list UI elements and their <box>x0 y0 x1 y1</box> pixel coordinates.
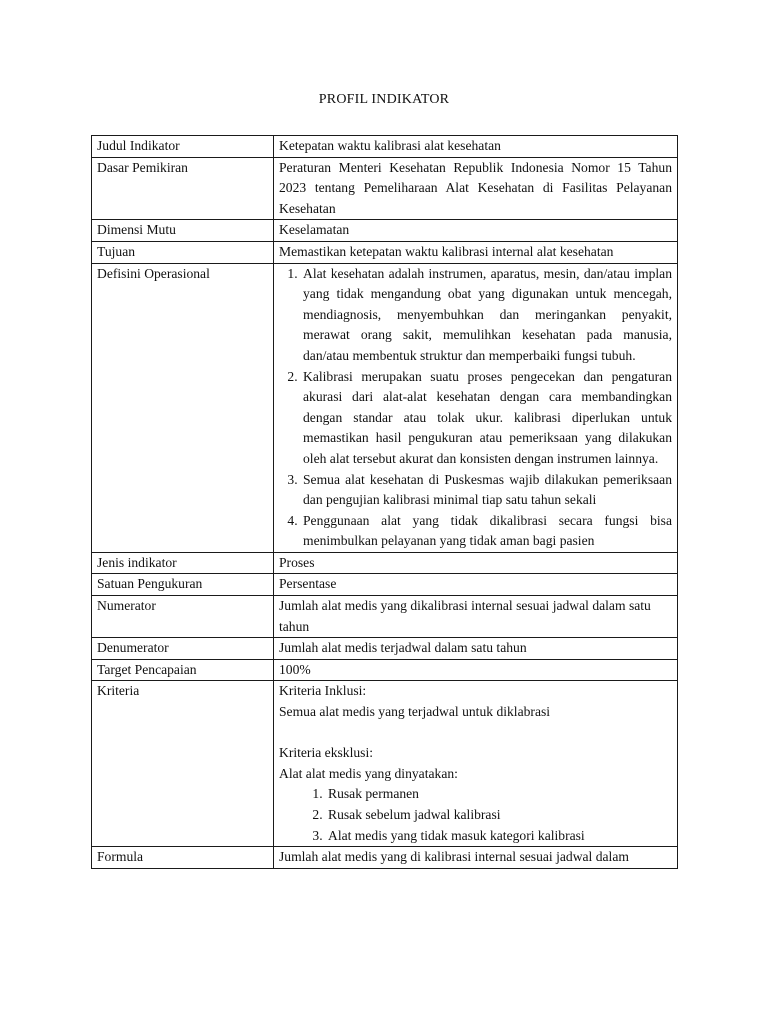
table-row <box>92 263 678 552</box>
row-label-tujuan: Tujuan <box>92 241 274 263</box>
table-row <box>92 659 678 681</box>
table-row <box>92 847 678 869</box>
row-label-formula: Formula <box>92 847 274 869</box>
exclusion-item: 1. Rusak permanen <box>326 784 672 805</box>
row-value-target: 100% <box>274 659 678 681</box>
row-value-satuan: Persentase <box>274 574 678 596</box>
row-value-judul: Ketepatan waktu kalibrasi alat kesehatan <box>274 136 678 158</box>
exclusion-intro: Alat alat medis yang dinyatakan: <box>279 765 458 781</box>
table-row <box>92 157 678 220</box>
row-label-denumerator: Denumerator <box>92 638 274 660</box>
row-label-jenis: Jenis indikator <box>92 552 274 574</box>
row-value-dimensi: Keselamatan <box>274 220 678 242</box>
row-value-formula: Jumlah alat medis yang di kalibrasi internal sesuai jadwal dalam <box>274 847 678 869</box>
row-label-target: Target Pencapaian <box>92 659 274 681</box>
row-value-tujuan: Memastikan ketepatan waktu kalibrasi internal alat kesehatan <box>274 241 678 263</box>
row-value-dasar: Peraturan Menteri Kesehatan Republik Indonesia Nomor 15 Tahun 2023 tentang Pemeliharaan Alat Kesehatan di Fasilitas Pelayanan Kesehatan <box>274 157 678 220</box>
row-value-definisi <box>274 263 678 552</box>
table-row <box>92 681 678 847</box>
definition-item: 2. Kalibrasi merupakan suatu proses pengecekan dan pengaturan akurasi dari alat-alat kesehatan dengan cara membandingkan dengan standar atau tolak ukur. kalibrasi diperlukan untuk memastikan hasil pengukuran atau pemeriksaan yang dilakukan oleh alat tersebut akurat dan konsisten dengan instrumen lainnya. <box>301 367 672 470</box>
table-row <box>92 638 678 660</box>
table-row <box>92 241 678 263</box>
row-value-jenis: Proses <box>274 552 678 574</box>
exclusion-item: 2. Rusak sebelum jadwal kalibrasi <box>326 805 672 826</box>
row-label-satuan: Satuan Pengukuran <box>92 574 274 596</box>
spacer <box>279 723 672 744</box>
exclusion-list <box>279 784 672 846</box>
table-row <box>92 596 678 638</box>
row-label-judul: Judul Indikator <box>92 136 274 158</box>
inclusion-text: Semua alat medis yang terjadwal untuk diklabrasi <box>279 704 551 720</box>
row-label-dasar: Dasar Pemikiran <box>92 157 274 220</box>
row-label-definisi: Defisini Operasional <box>92 263 274 552</box>
inclusion-title: Kriteria Inklusi: <box>279 683 367 699</box>
definition-item: 1. Alat kesehatan adalah instrumen, aparatus, mesin, dan/atau implan yang tidak mengandung obat yang digunakan untuk mencegah, mendiagnosis, menyembuhkan dan meringankan penyakit, merawat orang sakit, memulihkan kesehatan pada manusia, dan/atau membentuk struktur dan memperbaiki fungsi tubuh. <box>301 264 672 367</box>
table-row <box>92 574 678 596</box>
row-label-dimensi: Dimensi Mutu <box>92 220 274 242</box>
indicator-profile-table <box>91 135 678 869</box>
row-value-kriteria <box>274 681 678 847</box>
exclusion-title: Kriteria eksklusi: <box>279 745 374 761</box>
definition-list <box>279 264 672 552</box>
exclusion-item: 3. Alat medis yang tidak masuk kategori kalibrasi <box>326 826 672 847</box>
row-value-numerator: Jumlah alat medis yang dikalibrasi internal sesuai jadwal dalam satu tahun <box>274 596 678 638</box>
row-value-denumerator: Jumlah alat medis terjadwal dalam satu tahun <box>274 638 678 660</box>
definition-item: 4. Penggunaan alat yang tidak dikalibrasi secara fungsi bisa menimbulkan pelayanan yang tidak aman bagi pasien <box>301 511 672 552</box>
row-label-numerator: Numerator <box>92 596 274 638</box>
table-row <box>92 220 678 242</box>
table-row <box>92 136 678 158</box>
row-label-kriteria: Kriteria <box>92 681 274 847</box>
page-title: PROFIL INDIKATOR <box>318 92 450 107</box>
definition-item: 3. Semua alat kesehatan di Puskesmas wajib dilakukan pemeriksaan dan pengujian kalibrasi minimal tiap satu tahun sekali <box>301 470 672 511</box>
table-row <box>92 552 678 574</box>
